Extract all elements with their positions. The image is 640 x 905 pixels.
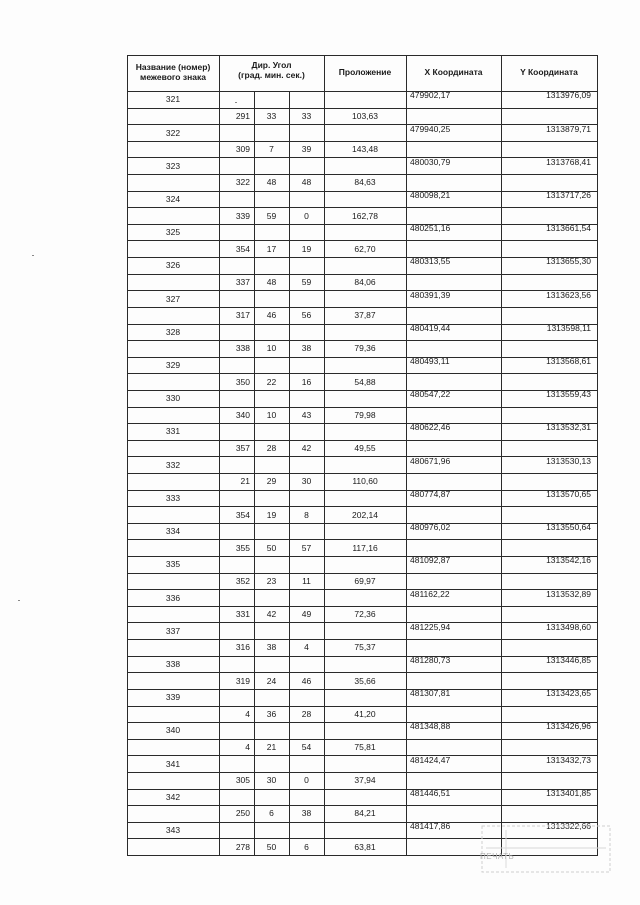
- angle-seconds: 54: [301, 742, 312, 752]
- header-length: Проложение: [338, 67, 392, 78]
- point-y-coordinate: 1313322,66: [546, 821, 591, 831]
- segment-length: 79,36: [354, 343, 376, 353]
- angle-degrees: 305: [235, 775, 250, 785]
- point-name: 327: [165, 294, 181, 304]
- angle-degrees: 4: [245, 742, 250, 752]
- angle-minutes: 10: [266, 410, 277, 420]
- segment-length: 49,55: [354, 443, 376, 453]
- angle-minutes: 17: [266, 244, 277, 254]
- point-x-coordinate: 481092,87: [410, 555, 451, 565]
- angle-minutes: 48: [266, 177, 277, 187]
- angle-seconds: 56: [301, 310, 312, 320]
- point-x-coordinate: 480251,16: [410, 223, 451, 233]
- point-x-coordinate: 480976,02: [410, 522, 451, 532]
- row-separator: [127, 207, 597, 208]
- header-x-coordinate: X Координата: [424, 67, 483, 78]
- segment-length: 35,66: [354, 676, 376, 686]
- angle-seconds: 48: [301, 177, 312, 187]
- angle-seconds: 46: [301, 676, 312, 686]
- row-separator: [127, 739, 597, 740]
- row-separator: [127, 473, 597, 474]
- point-name: 321: [165, 94, 181, 104]
- angle-seconds: 38: [301, 343, 312, 353]
- column-separator: [406, 55, 407, 855]
- angle-seconds: 30: [301, 476, 312, 486]
- boundary-coordinates-table: [127, 55, 597, 855]
- point-x-coordinate: 480030,79: [410, 157, 451, 167]
- row-separator: [127, 706, 597, 707]
- margin-speck: [32, 255, 34, 256]
- point-y-coordinate: 1313446,85: [546, 655, 591, 665]
- point-name: 322: [165, 128, 181, 138]
- angle-degrees: 331: [235, 609, 250, 619]
- segment-length: 63,81: [354, 842, 376, 852]
- point-y-coordinate: 1313661,54: [546, 223, 591, 233]
- angle-degrees: 309: [235, 144, 250, 154]
- point-name: 337: [165, 626, 181, 636]
- angle-degrees: 316: [235, 642, 250, 652]
- angle-seconds: 19: [301, 244, 312, 254]
- angle-seconds: 39: [301, 144, 312, 154]
- angle-degrees: 278: [235, 842, 250, 852]
- segment-length: 37,87: [354, 310, 376, 320]
- point-name: 329: [165, 360, 181, 370]
- segment-length: 162,78: [352, 211, 378, 221]
- point-name: 331: [165, 426, 181, 436]
- point-x-coordinate: 481417,86: [410, 821, 451, 831]
- stamp-mark: [476, 818, 616, 878]
- table-border-top: [127, 55, 597, 56]
- segment-length: 110,60: [352, 476, 378, 486]
- angle-degrees: 21: [240, 476, 250, 486]
- point-x-coordinate: 480774,87: [410, 489, 451, 499]
- angle-minutes: 29: [266, 476, 277, 486]
- point-y-coordinate: 1313559,43: [546, 389, 591, 399]
- point-y-coordinate: 1313498,60: [546, 622, 591, 632]
- point-y-coordinate: 1313542,16: [546, 555, 591, 565]
- point-x-coordinate: 481280,73: [410, 655, 451, 665]
- row-separator: [127, 407, 597, 408]
- point-x-coordinate: 479902,17: [410, 90, 451, 100]
- angle-minutes: 22: [266, 377, 277, 387]
- segment-length: 79,98: [354, 410, 376, 420]
- row-separator: [127, 340, 597, 341]
- angle-seconds: 43: [301, 410, 312, 420]
- point-y-coordinate: 1313623,56: [546, 290, 591, 300]
- angle-seconds: 4: [304, 642, 309, 652]
- angle-degrees: 250: [235, 808, 250, 818]
- row-separator: [127, 772, 597, 773]
- angle-seconds: 11: [302, 576, 311, 586]
- point-name: 340: [165, 725, 181, 735]
- angle-seconds: 0: [304, 211, 309, 221]
- angle-minutes: 33: [266, 111, 277, 121]
- point-name: 335: [165, 559, 181, 569]
- angle-minutes: 19: [266, 510, 277, 520]
- angle-seconds: 57: [301, 543, 312, 553]
- row-separator: [127, 639, 597, 640]
- segment-length: 75,37: [354, 642, 376, 652]
- angle-minutes: 50: [266, 543, 277, 553]
- point-y-coordinate: 1313655,30: [546, 256, 591, 266]
- angle-seconds: 28: [301, 709, 312, 719]
- angle-degrees: 357: [235, 443, 250, 453]
- angle-minutes: 46: [266, 310, 277, 320]
- segment-length: 84,21: [354, 808, 376, 818]
- angle-degrees: 338: [235, 343, 250, 353]
- point-y-coordinate: 1313426,96: [546, 721, 591, 731]
- segment-length: 62,70: [354, 244, 376, 254]
- point-name: 341: [165, 759, 181, 769]
- column-separator: [219, 55, 220, 855]
- segment-length: 37,94: [354, 775, 376, 785]
- point-y-coordinate: 1313530,13: [546, 456, 591, 466]
- angle-degrees: 354: [235, 244, 250, 254]
- row-separator: [127, 108, 597, 109]
- segment-length: 75,81: [354, 742, 376, 752]
- point-x-coordinate: 481348,88: [410, 721, 451, 731]
- row-separator: [127, 373, 597, 374]
- angle-seconds: 0: [304, 775, 309, 785]
- point-name: 325: [165, 227, 181, 237]
- header-name: Название (номер) межевого знака: [135, 62, 211, 82]
- point-x-coordinate: 481424,47: [410, 755, 451, 765]
- row-separator: [127, 539, 597, 540]
- point-x-coordinate: 480391,39: [410, 290, 451, 300]
- angle-minutes: 42: [266, 609, 277, 619]
- table-border-right: [597, 55, 598, 855]
- segment-length: 103,63: [352, 111, 378, 121]
- point-name: 336: [165, 593, 181, 603]
- point-x-coordinate: 481307,81: [410, 688, 451, 698]
- segment-length: 143,48: [352, 144, 378, 154]
- point-name: 324: [165, 194, 181, 204]
- angle-minutes: 6: [269, 808, 274, 818]
- point-y-coordinate: 1313570,65: [546, 489, 591, 499]
- row-separator: [127, 672, 597, 673]
- point-name: 334: [165, 526, 181, 536]
- stamp-text: ПЕЧАТЬ: [480, 852, 515, 861]
- angle-degrees: 339: [235, 211, 250, 221]
- angle-degrees: 322: [235, 177, 250, 187]
- row-separator: [127, 805, 597, 806]
- segment-length: 54,88: [354, 377, 376, 387]
- angle-degrees: 4: [245, 709, 250, 719]
- angle-degrees: 337: [235, 277, 250, 287]
- angle-minutes: 23: [266, 576, 277, 586]
- point-name: 328: [165, 327, 181, 337]
- angle-degrees: 352: [235, 576, 250, 586]
- angle-degrees: 319: [235, 676, 250, 686]
- point-name: 342: [165, 792, 181, 802]
- angle-degrees: 317: [235, 310, 250, 320]
- point-x-coordinate: 481446,51: [410, 788, 451, 798]
- angle-seconds: 33: [301, 111, 312, 121]
- point-y-coordinate: 1313879,71: [546, 124, 591, 134]
- row-separator: [127, 307, 597, 308]
- angle-minutes: 21: [266, 742, 277, 752]
- segment-length: 72,36: [354, 609, 376, 619]
- row-separator: [127, 606, 597, 607]
- point-x-coordinate: 480622,46: [410, 422, 451, 432]
- point-x-coordinate: 480547,22: [410, 389, 451, 399]
- row-separator: [127, 274, 597, 275]
- angle-minutes: 38: [266, 642, 277, 652]
- point-name: 343: [165, 825, 181, 835]
- point-name: 330: [165, 393, 181, 403]
- row-separator: [127, 573, 597, 574]
- point-y-coordinate: 1313976,09: [546, 90, 591, 100]
- angle-seconds: 16: [301, 377, 312, 387]
- point-name: 332: [165, 460, 181, 470]
- angle-minutes: 50: [266, 842, 277, 852]
- point-name: 323: [165, 161, 181, 171]
- column-separator: [324, 55, 325, 855]
- angle-degrees: 340: [235, 410, 250, 420]
- angle-seconds: 42: [301, 443, 312, 453]
- point-y-coordinate: 1313532,89: [546, 589, 591, 599]
- point-y-coordinate: 1313768,41: [546, 157, 591, 167]
- margin-speck: [18, 600, 20, 601]
- segment-length: 84,63: [354, 177, 376, 187]
- point-name: 333: [165, 493, 181, 503]
- row-separator: [127, 141, 597, 142]
- angle-degrees: 291: [235, 111, 250, 121]
- angle-minutes: 59: [266, 211, 277, 221]
- angle-degrees: 355: [235, 543, 250, 553]
- segment-length: 202,14: [352, 510, 378, 520]
- row-separator: [127, 240, 597, 241]
- point-x-coordinate: 480493,11: [410, 356, 450, 366]
- angle-degrees: 354: [235, 510, 250, 520]
- angle-degrees: 350: [235, 377, 250, 387]
- point-y-coordinate: 1313532,31: [546, 422, 591, 432]
- angle-minutes: 48: [266, 277, 277, 287]
- point-x-coordinate: 480313,55: [410, 256, 451, 266]
- segment-length: 69,97: [354, 576, 376, 586]
- point-y-coordinate: 1313423,65: [546, 688, 591, 698]
- segment-length: 41,20: [354, 709, 376, 719]
- point-y-coordinate: 1313568,61: [546, 356, 591, 366]
- angle-seconds: 38: [301, 808, 312, 818]
- angle-seconds: 59: [301, 277, 312, 287]
- angle-minutes: 7: [269, 144, 274, 154]
- angle-minutes: 24: [266, 676, 277, 686]
- row-separator: [127, 506, 597, 507]
- row-separator: [127, 174, 597, 175]
- segment-length: 117,16: [352, 543, 378, 553]
- angle-minutes: 10: [266, 343, 277, 353]
- angle-seconds: 8: [304, 510, 309, 520]
- point-y-coordinate: 1313432,73: [546, 755, 591, 765]
- point-y-coordinate: 1313401,85: [546, 788, 591, 798]
- header-y-coordinate: Y Координата: [520, 67, 578, 78]
- point-name: 338: [165, 659, 181, 669]
- angle-minutes: 30: [266, 775, 277, 785]
- point-name: 339: [165, 692, 181, 702]
- header-angle: Дир. Угол (град. мин. сек.): [238, 60, 305, 80]
- point-y-coordinate: 1313550,64: [546, 522, 591, 532]
- angle-seconds: 6: [304, 842, 309, 852]
- row-separator: [127, 440, 597, 441]
- point-x-coordinate: 480671,96: [410, 456, 451, 466]
- point-x-coordinate: 481225,94: [410, 622, 451, 632]
- segment-length: 84,06: [354, 277, 376, 287]
- point-y-coordinate: 1313717,26: [546, 190, 591, 200]
- point-x-coordinate: 481162,22: [410, 589, 450, 599]
- point-name: 326: [165, 260, 181, 270]
- point-x-coordinate: 480419,44: [410, 323, 451, 333]
- angle-minutes: 36: [266, 709, 277, 719]
- point-y-coordinate: 1313598,11: [546, 323, 591, 333]
- point-x-coordinate: 479940,25: [410, 124, 451, 134]
- point-x-coordinate: 480098,21: [410, 190, 451, 200]
- angle-minutes: 28: [266, 443, 277, 453]
- angle-seconds: 49: [301, 609, 312, 619]
